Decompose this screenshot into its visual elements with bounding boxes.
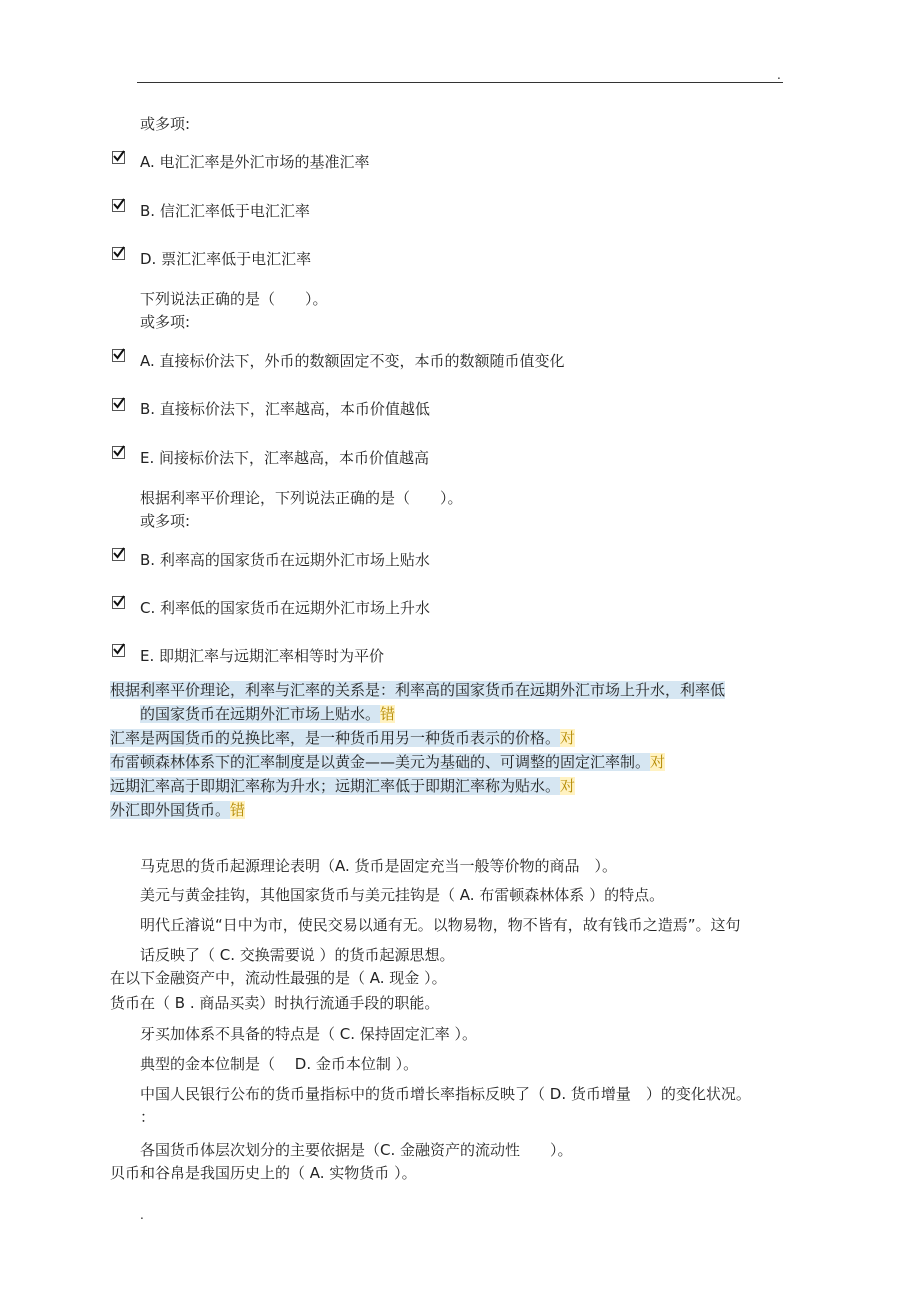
q3-option-c-checkbox[interactable] bbox=[112, 596, 125, 609]
q2-multi-label: 或多项: bbox=[140, 313, 191, 331]
tf-item-1-line1: 根据利率平价理论，利率与汇率的关系是：利率高的国家货币在远期外汇市场上升水，利率低 bbox=[110, 681, 726, 699]
tf-item-5: 外汇即外国货币。错 bbox=[110, 801, 246, 819]
q2-option-a: A. 直接标价法下，外币的数额固定不变，本币的数额随币值变化 bbox=[140, 352, 565, 370]
q3-option-e: E. 即期汇率与远期汇率相等时为平价 bbox=[140, 647, 385, 665]
q1-option-b-checkbox[interactable] bbox=[112, 199, 125, 212]
tf-answer: 对 bbox=[560, 729, 576, 747]
tf-answer: 对 bbox=[560, 777, 576, 795]
check-icon bbox=[112, 197, 126, 211]
fill-item: 各国货币体层次划分的主要依据是（C. 金融资产的流动性 ）。 bbox=[140, 1141, 573, 1159]
fill-item: 典型的金本位制是（ D. 金币本位制 ）。 bbox=[140, 1055, 419, 1073]
check-icon bbox=[112, 347, 126, 361]
q3-option-b-checkbox[interactable] bbox=[112, 548, 125, 561]
tf-item-2: 汇率是两国货币的兑换比率，是一种货币用另一种货币表示的价格。对 bbox=[110, 729, 576, 747]
fill-item: 话反映了（ C. 交换需要说 ）的货币起源思想。 bbox=[140, 946, 455, 964]
header-mark: . bbox=[777, 68, 781, 82]
fill-item: 牙买加体系不具备的特点是（ C. 保持固定汇率 ）。 bbox=[140, 1025, 478, 1043]
q3-option-c: C. 利率低的国家货币在远期外汇市场上升水 bbox=[140, 599, 431, 617]
q2-option-b-checkbox[interactable] bbox=[112, 398, 125, 411]
fill-item: 中国人民银行公布的货币量指标中的货币增长率指标反映了（ D. 货币增量 ）的变化状况。 bbox=[140, 1085, 751, 1103]
q1-option-b: B. 信汇汇率低于电汇汇率 bbox=[140, 202, 310, 220]
fill-item: 马克思的货币起源理论表明（A. 货币是固定充当一般等价物的商品 ）。 bbox=[140, 857, 618, 875]
header-rule bbox=[137, 82, 783, 83]
q3-multi-label: 或多项: bbox=[140, 512, 191, 530]
fill-item: 明代丘濬说“日中为市，使民交易以通有无。以物易物，物不皆有，故有钱币之造焉”。这句 bbox=[140, 916, 741, 934]
q3-stem: 根据利率平价理论，下列说法正确的是（ ）。 bbox=[140, 489, 463, 507]
q2-option-e: E. 间接标价法下，汇率越高，本币价值越高 bbox=[140, 449, 430, 467]
q1-option-a: A. 电汇汇率是外汇市场的基准汇率 bbox=[140, 153, 370, 171]
fill-item: 货币在（ B . 商品买卖）时执行流通手段的职能。 bbox=[110, 994, 440, 1012]
check-icon bbox=[112, 642, 126, 656]
q2-option-b: B. 直接标价法下，汇率越高，本币价值越低 bbox=[140, 400, 430, 418]
q1-multi-label: 或多项: bbox=[140, 115, 191, 133]
q2-option-a-checkbox[interactable] bbox=[112, 349, 125, 362]
q1-option-d-checkbox[interactable] bbox=[112, 247, 125, 260]
q1-option-a-checkbox[interactable] bbox=[112, 151, 125, 164]
check-icon bbox=[112, 594, 126, 608]
q1-option-d: D. 票汇汇率低于电汇汇率 bbox=[140, 250, 312, 268]
tf-item-3: 布雷顿森林体系下的汇率制度是以黄金——美元为基础的、可调整的固定汇率制。对 bbox=[110, 753, 666, 771]
check-icon bbox=[112, 444, 126, 458]
check-icon bbox=[112, 396, 126, 410]
check-icon bbox=[112, 546, 126, 560]
fill-item: 贝币和谷帛是我国历史上的（ A. 实物货币 ）。 bbox=[110, 1164, 417, 1182]
check-icon bbox=[112, 245, 126, 259]
fill-item: 在以下金融资产中，流动性最强的是（ A. 现金 ）。 bbox=[110, 969, 447, 987]
footer-mark: . bbox=[140, 1208, 144, 1222]
fill-separator: ： bbox=[140, 1108, 156, 1126]
tf-item-4: 远期汇率高于即期汇率称为升水；远期汇率低于即期汇率称为贴水。对 bbox=[110, 777, 576, 795]
q2-stem: 下列说法正确的是（ ）。 bbox=[140, 290, 328, 308]
tf-answer: 错 bbox=[380, 705, 396, 723]
q3-option-e-checkbox[interactable] bbox=[112, 644, 125, 657]
fill-item: 美元与黄金挂钩，其他国家货币与美元挂钩是（ A. 布雷顿森林体系 ）的特点。 bbox=[140, 886, 665, 904]
q2-option-e-checkbox[interactable] bbox=[112, 446, 125, 459]
tf-answer: 错 bbox=[230, 801, 246, 819]
q3-option-b: B. 利率高的国家货币在远期外汇市场上贴水 bbox=[140, 551, 430, 569]
tf-answer: 对 bbox=[650, 753, 666, 771]
check-icon bbox=[112, 149, 126, 163]
tf-item-1-line2: 的国家货币在远期外汇市场上贴水。错 bbox=[140, 705, 396, 723]
